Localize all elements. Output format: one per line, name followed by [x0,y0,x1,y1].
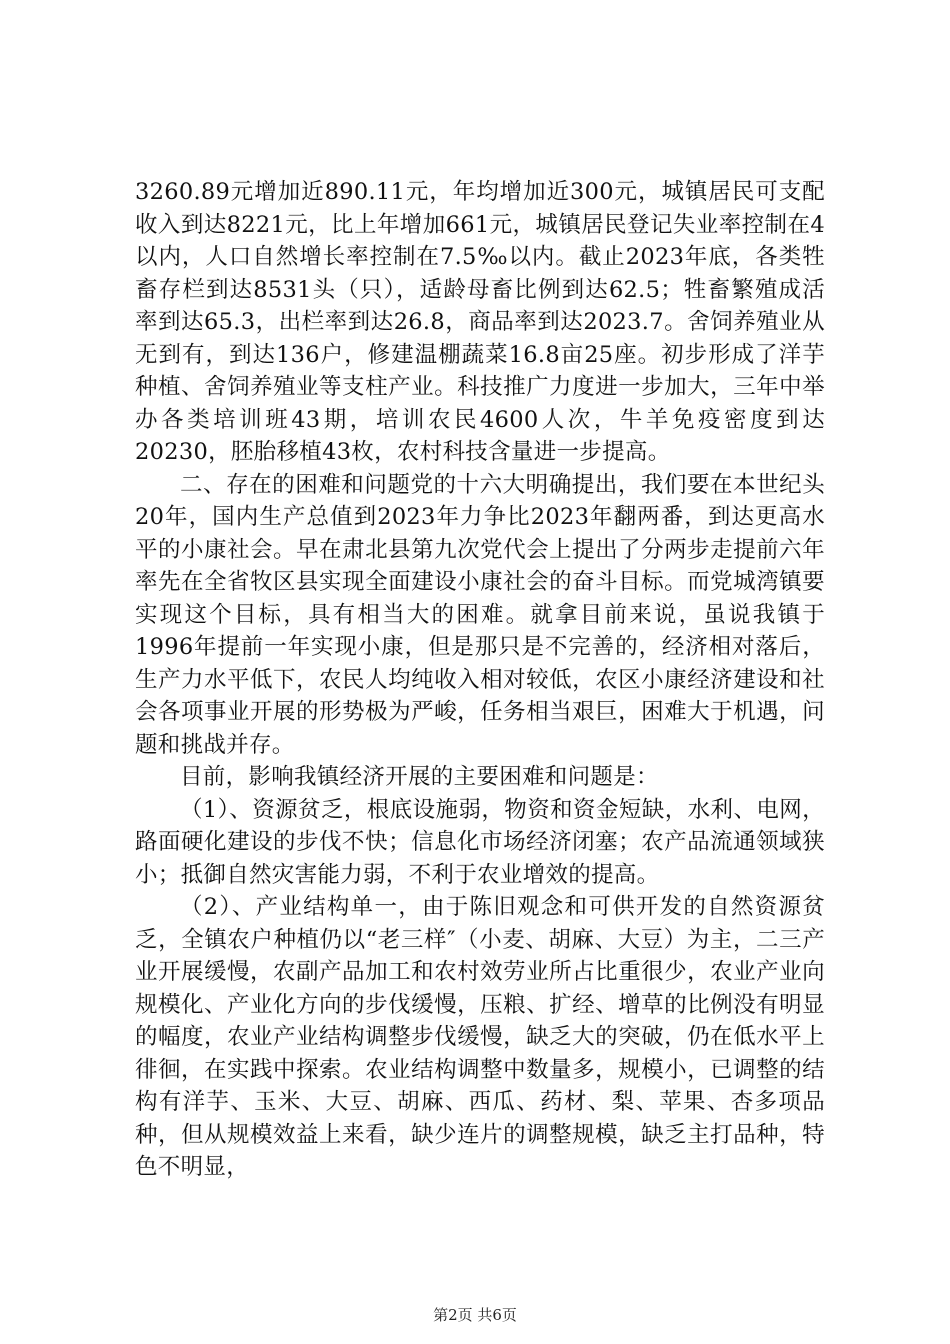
paragraph-problem-2: （2）、产业结构单一，由于陈旧观念和可供开发的自然资源贫乏，全镇农户种植仍以“老三样″（小麦、胡麻、大豆）为主，二三产业开展缓慢，农副产品加工和农村效劳业所占比重很少，农业产业向规模化、产业化方向的步伐缓慢，压粮、扩经、增草的比例没有明显的幅度，农业产业结构调整步伐缓慢，缺乏大的突破，仍在低水平上徘徊，在实践中探索。农业结构调整中数量多，规模小，已调整的结构有洋芋、玉米、大豆、胡麻、西瓜、药材、梨、苹果、杏多项品种，但从规模效益上来看，缺少连片的调整规模，缺乏主打品种，特色不明显， [135,894,825,1180]
page-number-label: 第2页 共6页 [433,1306,517,1324]
paragraph-section-two: 二、存在的困难和问题党的十六大明确提出，我们要在本世纪头20年，国内生产总值到2023年力争比2023年翻两番，到达更高水平的小康社会。早在肃北县第九次党代会上提出了分两步走提前六年率先在全省牧区县实现全面建设小康社会的奋斗目标。而党城湾镇要实现这个目标，具有相当大的困难。就拿目前来说，虽说我镇于1996年提前一年实现小康，但是那只是不完善的，经济相对落后，生产力水平低下，农民人均纯收入相对较低，农区小康经济建设和社会各项事业开展的形势极为严峻，任务相当艰巨，困难大于机遇，问题和挑战并存。 [135,471,825,758]
paragraph-continuation: 3260.89元增加近890.11元，年均增加近300元，城镇居民可支配收入到达8221元，比上年增加661元，城镇居民登记失业率控制在4以内，人口自然增长率控制在7.5‰以内。截止2023年底，各类牲畜存栏到达8531头（只），适龄母畜比例到达62.5；牲畜繁殖成活率到达65.3，出栏率到达26.8，商品率到达2023.7。舍饲养殖业从无到有，到达136户，修建温棚蔬菜16.8亩25座。初步形成了洋芋种植、舍饲养殖业等支柱产业。科技推广力度进一步加大，三年中举办各类培训班43期，培训农民4600人次，牛羊免疫密度到达20230，胚胎移植43枚，农村科技含量进一步提高。 [135,179,825,465]
paragraph-problem-1: （1）、资源贫乏，根底设施弱，物资和资金短缺，水利、电网，路面硬化建设的步伐不快；信息化市场经济闭塞；农产品流通领域狭小；抵御自然灾害能力弱，不利于农业增效的提高。 [135,796,825,888]
paragraph-main-problems-intro: 目前，影响我镇经济开展的主要困难和问题是： [180,764,659,790]
page-footer [0,1305,950,1325]
body-text [135,176,825,1184]
